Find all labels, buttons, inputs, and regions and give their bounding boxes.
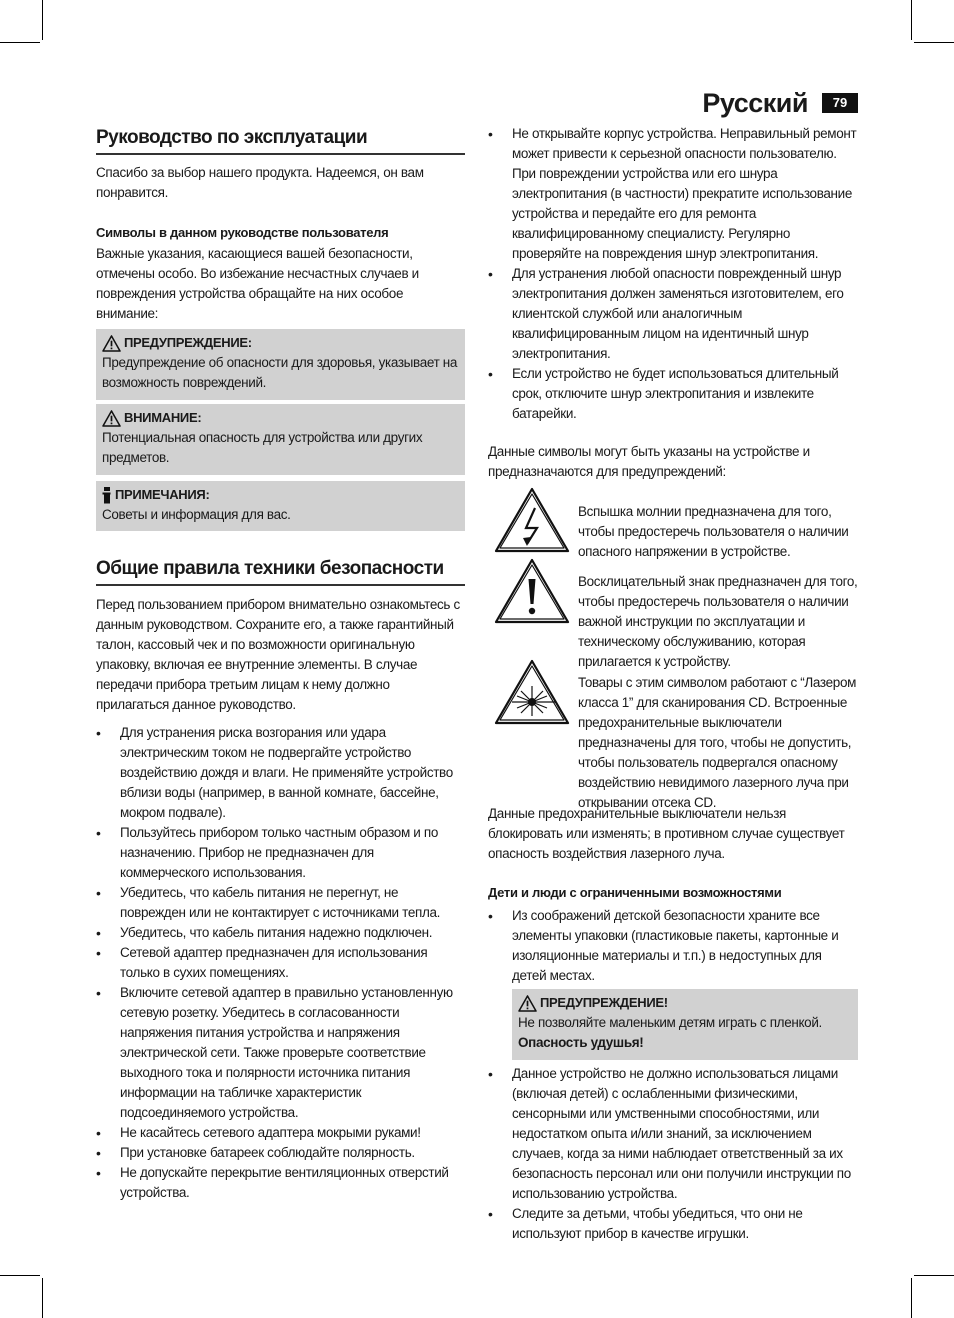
list-item: • При установке батареек соблюдайте полярность. bbox=[96, 1143, 465, 1163]
crop-mark bbox=[0, 1275, 40, 1276]
safety-title: Общие правила техники безопасности bbox=[96, 558, 444, 579]
caution-triangle-icon bbox=[102, 410, 121, 427]
notes-text: Советы и информация для вас. bbox=[102, 507, 291, 522]
warning-triangle-icon bbox=[102, 335, 121, 352]
safety-intro: Перед пользованием прибором внимательно ознакомьтесь с данным руководством. Сохраните его, а также гарантийный талон, кассовый чек и по возможности оригинальную упаковку, включая ее внутренние элементы. В случае передачи прибора третьим лицам к нему должно прилагаться данное руководство. bbox=[96, 597, 460, 712]
notes-title: ПРИМЕЧАНИЯ: bbox=[115, 487, 210, 502]
exclamation-warning-icon bbox=[493, 557, 571, 625]
list-item: • Из соображений детской безопасности храните все элементы упаковки (пластиковые пакеты, картонные и изоляционные материалы и т.п.) в недоступных для детей местах. bbox=[488, 906, 858, 986]
page-number: 79 bbox=[822, 93, 858, 113]
warning-box bbox=[96, 329, 465, 400]
warning-text: Предупреждение об опасности для здоровья, указывает на возможность повреждений. bbox=[102, 355, 458, 390]
children-heading: Дети и люди с ограниченными возможностями bbox=[488, 885, 782, 900]
list-item: • Не касайтесь сетевого адаптера мокрыми руками! bbox=[96, 1123, 465, 1143]
laser-symbol-text: Товары с этим символом работают с “Лазером класса 1” для сканирования CD. Встроенные предохранительные выключатели предназначены для того, чтобы не допустить, чтобы пользователь подвергался опасному воздействию невидимого лазерного луча при открывании отсека CD. bbox=[578, 674, 857, 810]
children-warning-emphasis: Опасность удушья! bbox=[518, 1035, 644, 1050]
symbols-text: Важные указания, касающиеся вашей безопасности, отмечены особо. Во избежание несчастных случаев и повреждения устройства обращайте на них особое внимание: bbox=[96, 246, 419, 321]
language-title: Русский bbox=[702, 88, 808, 118]
laser-note: Данные предохранительные выключатели нельзя блокировать или изменять; в противном случае существует опасность воздействия лазерного луча. bbox=[488, 806, 845, 861]
list-item: • Сетевой адаптер предназначен для использования только в сухих помещениях. bbox=[96, 943, 465, 983]
page-header bbox=[560, 86, 858, 120]
lightning-symbol-text: Вспышка молнии предназначена для того, чтобы предостеречь пользователя о наличии опасного напряжении в устройстве. bbox=[578, 503, 849, 559]
crop-mark bbox=[42, 1278, 43, 1318]
safety-bullet-list-continued bbox=[488, 124, 858, 424]
crop-mark bbox=[914, 1275, 954, 1276]
list-item: • Пользуйтесь прибором только частным образом и по назначению. Прибор не предназначен для коммерческого использования. bbox=[96, 823, 465, 883]
symbols-heading: Символы в данном руководстве пользователя bbox=[96, 225, 389, 240]
crop-mark bbox=[42, 0, 43, 40]
notes-box bbox=[96, 481, 465, 531]
exclamation-symbol-text: Восклицательный знак предназначен для того, чтобы предостеречь пользователя о наличии важной инструкции по эксплуатации и техническому обслуживанию, которая прилагается к устройству. bbox=[578, 573, 858, 669]
warning-triangle-icon bbox=[518, 995, 537, 1012]
crop-mark bbox=[911, 0, 912, 40]
warning-title: ПРЕДУПРЕЖДЕНИЕ: bbox=[124, 335, 252, 350]
symbols-intro: Данные символы могут быть указаны на устройстве и предназначаются для предупреждений: bbox=[488, 444, 810, 479]
intro-text: Спасибо за выбор нашего продукта. Надеемся, он вам понравится. bbox=[96, 165, 424, 200]
laser-warning-icon bbox=[493, 658, 571, 726]
lightning-warning-icon bbox=[493, 486, 571, 554]
children-warning-title: ПРЕДУПРЕЖДЕНИЕ! bbox=[540, 995, 668, 1010]
list-item: • Если устройство не будет использоваться длительный срок, отключите шнур электропитания и извлеките батарейки. bbox=[488, 364, 858, 424]
list-item: • Для устранения любой опасности поврежденный шнур электропитания должен заменяться изготовителем, его клиентской службой или аналогичным квалифицированным лицом на идентичный шнур электропитания. bbox=[488, 264, 858, 364]
caution-text: Потенциальная опасность для устройства или других предметов. bbox=[102, 430, 423, 465]
list-item: • Включите сетевой адаптер в правильно установленную сетевую розетку. Убедитесь в согласованности напряжения питания устройства и напряжения электрической сети. Также проверьте соответствие выходного тока и полярности источника питания информации на табличке характеристик подсоединяемого устройства. bbox=[96, 983, 465, 1123]
info-icon bbox=[102, 487, 112, 504]
list-item: • Убедитесь, что кабель питания надежно подключен. bbox=[96, 923, 465, 943]
list-item: • Для устранения риска возгорания или удара электрическим током не подвергайте устройство воздействию дождя и влаги. Не применяйте устройство вблизи воды (например, в ванной комнате, бассейне, мокром подвале). bbox=[96, 723, 465, 823]
crop-mark bbox=[0, 42, 40, 43]
safety-bullet-list bbox=[96, 723, 465, 1203]
children-warning-text: Не позволяйте маленьким детям играть с пленкой. bbox=[518, 1015, 822, 1030]
list-item: • Убедитесь, что кабель питания не перегнут, не поврежден или не контактирует с источниками тепла. bbox=[96, 883, 465, 923]
children-warning-box bbox=[512, 989, 858, 1060]
caution-box bbox=[96, 404, 465, 475]
crop-mark bbox=[911, 1278, 912, 1318]
list-item: • Данное устройство не должно использоваться лицами (включая детей) с ослабленными физическими, сенсорными или умственными способностями, или недостатком опыта и/или знаний, за исключением случаев, когда за ними наблюдает ответственный за их безопасность персонал или они получили инструкции по использованию устройства. bbox=[488, 1064, 858, 1204]
children-bullet-list-continued bbox=[488, 1064, 858, 1244]
caution-title: ВНИМАНИЕ: bbox=[124, 410, 202, 425]
list-item: • Следите за детьми, чтобы убедиться, что они не используют прибор в качестве игрушки. bbox=[488, 1204, 858, 1244]
crop-mark bbox=[914, 42, 954, 43]
list-item: • Не допускайте перекрытие вентиляционных отверстий устройства. bbox=[96, 1163, 465, 1203]
title-rule bbox=[96, 153, 465, 155]
list-item: • Не открывайте корпус устройства. Неправильный ремонт может привести к серьезной опасности пользователю. При повреждении устройства или его шнура электропитания (в частности) прекратите использование устройства и передайте его для ремонта квалифицированному специалисту. Регулярно проверяйте на повреждения шнур электропитания. bbox=[488, 124, 858, 264]
title-rule bbox=[96, 584, 465, 586]
children-bullet-list bbox=[488, 906, 858, 986]
manual-title: Руководство по эксплуатации bbox=[96, 127, 368, 148]
